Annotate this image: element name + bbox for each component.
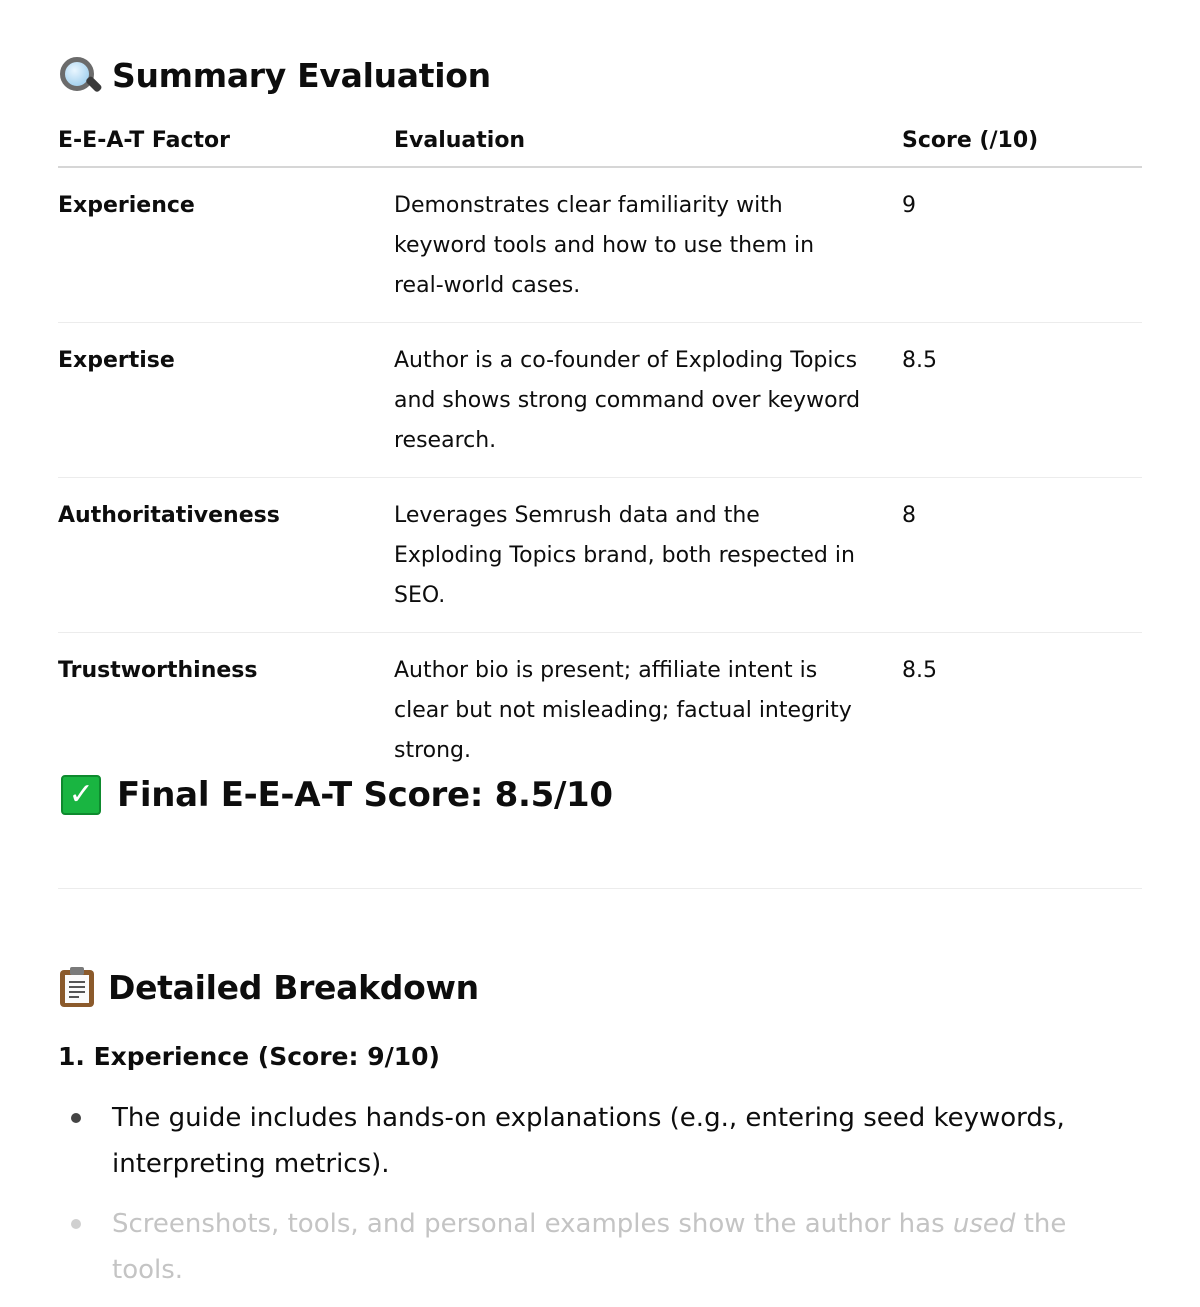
header-factor: E-E-A-T Factor [58, 120, 394, 167]
evaluation-cell: Author is a co-founder of Exploding Topics and shows strong command over keyword research. [394, 323, 902, 478]
section-divider [58, 888, 1142, 889]
list-item-text: The guide includes hands-on explanations (e.g., entering seed keywords, interpreting metrics). [112, 1103, 1065, 1179]
evaluation-cell: Author bio is present; affiliate intent is clear but not misleading; factual integrity strong. [394, 658, 852, 763]
score-cell: 8 [902, 478, 1142, 633]
factor-cell: Expertise [58, 323, 394, 478]
table-header-row [58, 120, 1142, 167]
evaluation-cell: Demonstrates clear familiarity with keyword tools and how to use them in real-world cases. [394, 167, 902, 323]
detailed-breakdown-text: Detailed Breakdown [108, 967, 479, 1007]
factor-cell: Authoritativeness [58, 478, 394, 633]
experience-bullet-list [58, 1095, 1142, 1307]
clipboard-icon [60, 967, 94, 1007]
bullet-dot-icon [71, 1219, 81, 1229]
table-row [58, 633, 1142, 788]
header-score: Score (/10) [902, 120, 1142, 167]
bullet-dot-icon [71, 1113, 81, 1123]
evaluation-cell: Leverages Semrush data and the Exploding Topics brand, both respected in SEO. [394, 478, 902, 633]
score-cell: 8.5 [902, 323, 1142, 478]
list-item [58, 1201, 1142, 1293]
score-cell: 8.5 [902, 658, 937, 683]
eeat-summary-table [58, 120, 1142, 787]
final-score-text: Final E-E-A-T Score: 8.5/10 [117, 775, 613, 815]
magnifying-glass-icon [58, 55, 98, 95]
factor-cell: Trustworthiness [58, 658, 258, 683]
summary-heading [58, 52, 491, 98]
score-cell: 9 [902, 167, 1142, 323]
final-score-heading [58, 772, 613, 818]
experience-subheading: 1. Experience (Score: 9/10) [58, 1042, 440, 1071]
factor-cell: Experience [58, 167, 394, 323]
check-mark-button-icon: ✓ [61, 775, 101, 815]
table-row [58, 167, 1142, 323]
header-evaluation: Evaluation [394, 120, 902, 167]
detailed-breakdown-heading [58, 964, 479, 1010]
list-item [58, 1095, 1142, 1187]
table-row [58, 323, 1142, 478]
list-item-text: Screenshots, tools, and personal examples show the author has used the tools. [112, 1209, 1067, 1285]
table-row [58, 478, 1142, 633]
summary-heading-text: Summary Evaluation [112, 55, 491, 95]
